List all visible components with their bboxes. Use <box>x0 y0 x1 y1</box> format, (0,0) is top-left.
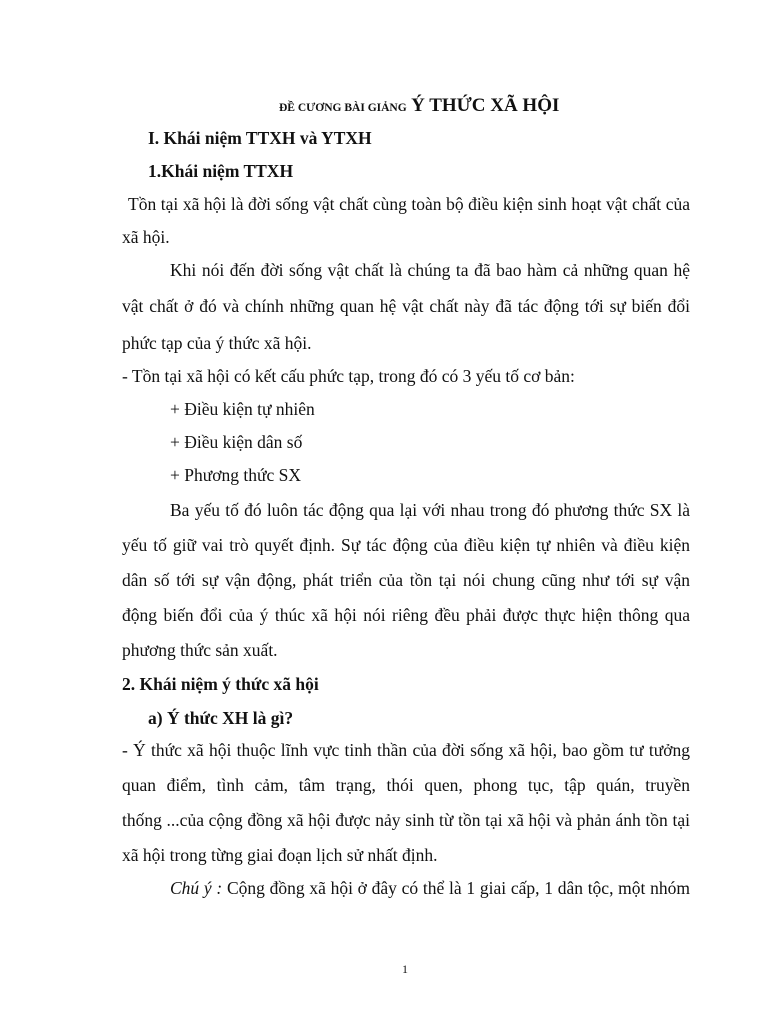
text-line: phương thức sản xuất. <box>122 640 278 660</box>
text-line: - Ý thức xã hội thuộc lĩnh vực tinh thần của đời sống xã hội, bao gồm tư tưởng <box>122 740 690 760</box>
text-line: + Điều kiện dân số <box>170 432 303 452</box>
section-heading: 1.Khái niệm TTXH <box>148 161 294 181</box>
text-line: + Điều kiện tự nhiên <box>170 399 315 419</box>
text-line: + Phương thức SX <box>170 465 301 485</box>
text-line: thống ...của cộng đồng xã hội được nảy sinh từ tồn tại xã hội và phản ánh tồn tại <box>122 810 690 830</box>
text-line: yếu tố giữ vai trò quyết định. Sự tác động của điều kiện tự nhiên và điều kiện <box>122 535 690 555</box>
title-main: Ý THỨC XÃ HỘI <box>411 95 560 116</box>
text-line: xã hội. <box>122 227 170 247</box>
text-line: dân số tới sự vận động, phát triển của tồn tại nói chung cũng như tới sự vận <box>122 570 690 590</box>
text-line: phức tạp của ý thức xã hội. <box>122 333 312 353</box>
note-line <box>170 877 690 899</box>
title-prefix: ĐỀ CƯƠNG BÀI GIẢNG <box>279 102 407 114</box>
text-line: - Tồn tại xã hội có kết cấu phức tạp, trong đó có 3 yếu tố cơ bản: <box>122 366 575 386</box>
note-label: Chú ý : <box>170 878 223 898</box>
note-text: Cộng đồng xã hội ở đây có thể là 1 giai cấp, 1 dân tộc, một nhóm <box>222 878 690 898</box>
text-line: xã hội trong từng giai đoạn lịch sử nhất định. <box>122 845 438 865</box>
section-heading: 2. Khái niệm ý thức xã hội <box>122 674 319 694</box>
document-title <box>279 94 559 119</box>
text-line: quan điểm, tình cảm, tâm trạng, thói quen, phong tục, tập quán, truyền <box>122 775 690 795</box>
text-line: động biến đổi của ý thúc xã hội nói riêng đều phải được thực hiện thông qua <box>122 605 690 625</box>
section-heading: I. Khái niệm TTXH và YTXH <box>148 128 372 148</box>
text-line: Khi nói đến đời sống vật chất là chúng ta đã bao hàm cả những quan hệ <box>170 260 690 280</box>
page-number: 1 <box>402 962 408 976</box>
text-line: Ba yếu tố đó luôn tác động qua lại với nhau trong đó phương thức SX là <box>170 500 690 520</box>
text-line: Tồn tại xã hội là đời sống vật chất cùng toàn bộ điều kiện sinh hoạt vật chất của <box>128 194 690 214</box>
section-heading: a) Ý thức XH là gì? <box>148 708 294 728</box>
text-line: vật chất ở đó và chính những quan hệ vật chất này đã tác động tới sự biến đổi <box>122 296 690 316</box>
